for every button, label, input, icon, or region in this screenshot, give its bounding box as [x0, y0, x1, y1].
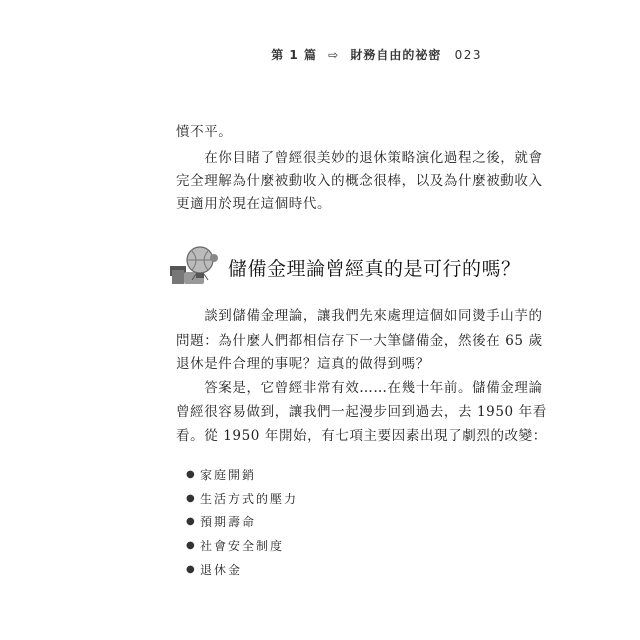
chapter-label: 第 1 篇 — [271, 48, 317, 62]
paragraph-line: 答案是，它曾經非常有效……在幾十年前。儲備金理論 — [176, 380, 543, 396]
list-item — [186, 487, 298, 511]
list-item-label: 社會安全制度 — [200, 539, 285, 554]
bullet-icon: ● — [186, 540, 197, 552]
bullet-icon: ● — [186, 492, 197, 504]
section-heading-block — [170, 244, 521, 296]
list-item — [186, 557, 298, 581]
page-number: 023 — [454, 48, 482, 62]
bullet-list — [186, 463, 298, 581]
paragraph-line: 看。從 1950 年開始，有七項主要因素出現了劇烈的改變： — [176, 428, 547, 444]
paragraph-line: 更適用於現在這個時代。 — [176, 196, 332, 212]
list-item-label: 生活方式的壓力 — [200, 491, 299, 506]
paragraph-line: 退休是件合理的事呢？這真的做得到嗎？ — [176, 356, 430, 372]
paragraph-line: 曾經很容易做到，讓我們一起漫步回到過去，去 1950 年看 — [176, 404, 547, 420]
section-heading: 儲備金理論曾經真的是可行的嗎？ — [228, 258, 521, 280]
list-item — [186, 534, 298, 558]
paragraph-line: 憤不平。 — [176, 124, 233, 140]
bullet-icon: ● — [186, 469, 197, 481]
list-item-label: 退休金 — [200, 562, 243, 577]
list-item — [186, 510, 298, 534]
list-item — [186, 463, 298, 487]
running-header — [271, 46, 482, 63]
paragraph-line: 問題：為什麼人們都相信存下一大筆儲備金，然後在 65 歲 — [176, 333, 543, 349]
hot-air-balloon-icon — [170, 244, 226, 288]
paragraph-line: 在你目睹了曾經很美妙的退休策略演化過程之後，就會 — [176, 150, 543, 166]
bullet-icon: ● — [186, 563, 197, 575]
chapter-title: 財務自由的祕密 — [350, 48, 442, 62]
paragraph-line: 完全理解為什麼被動收入的概念很棒，以及為什麼被動收入 — [176, 173, 543, 189]
list-item-label: 家庭開銷 — [200, 468, 257, 483]
paragraph-line: 談到儲備金理論，讓我們先來處理這個如同燙手山芋的 — [176, 308, 543, 324]
bullet-icon: ● — [186, 516, 197, 528]
list-item-label: 預期壽命 — [200, 515, 257, 530]
right-arrow-icon: ⇨ — [328, 48, 340, 62]
